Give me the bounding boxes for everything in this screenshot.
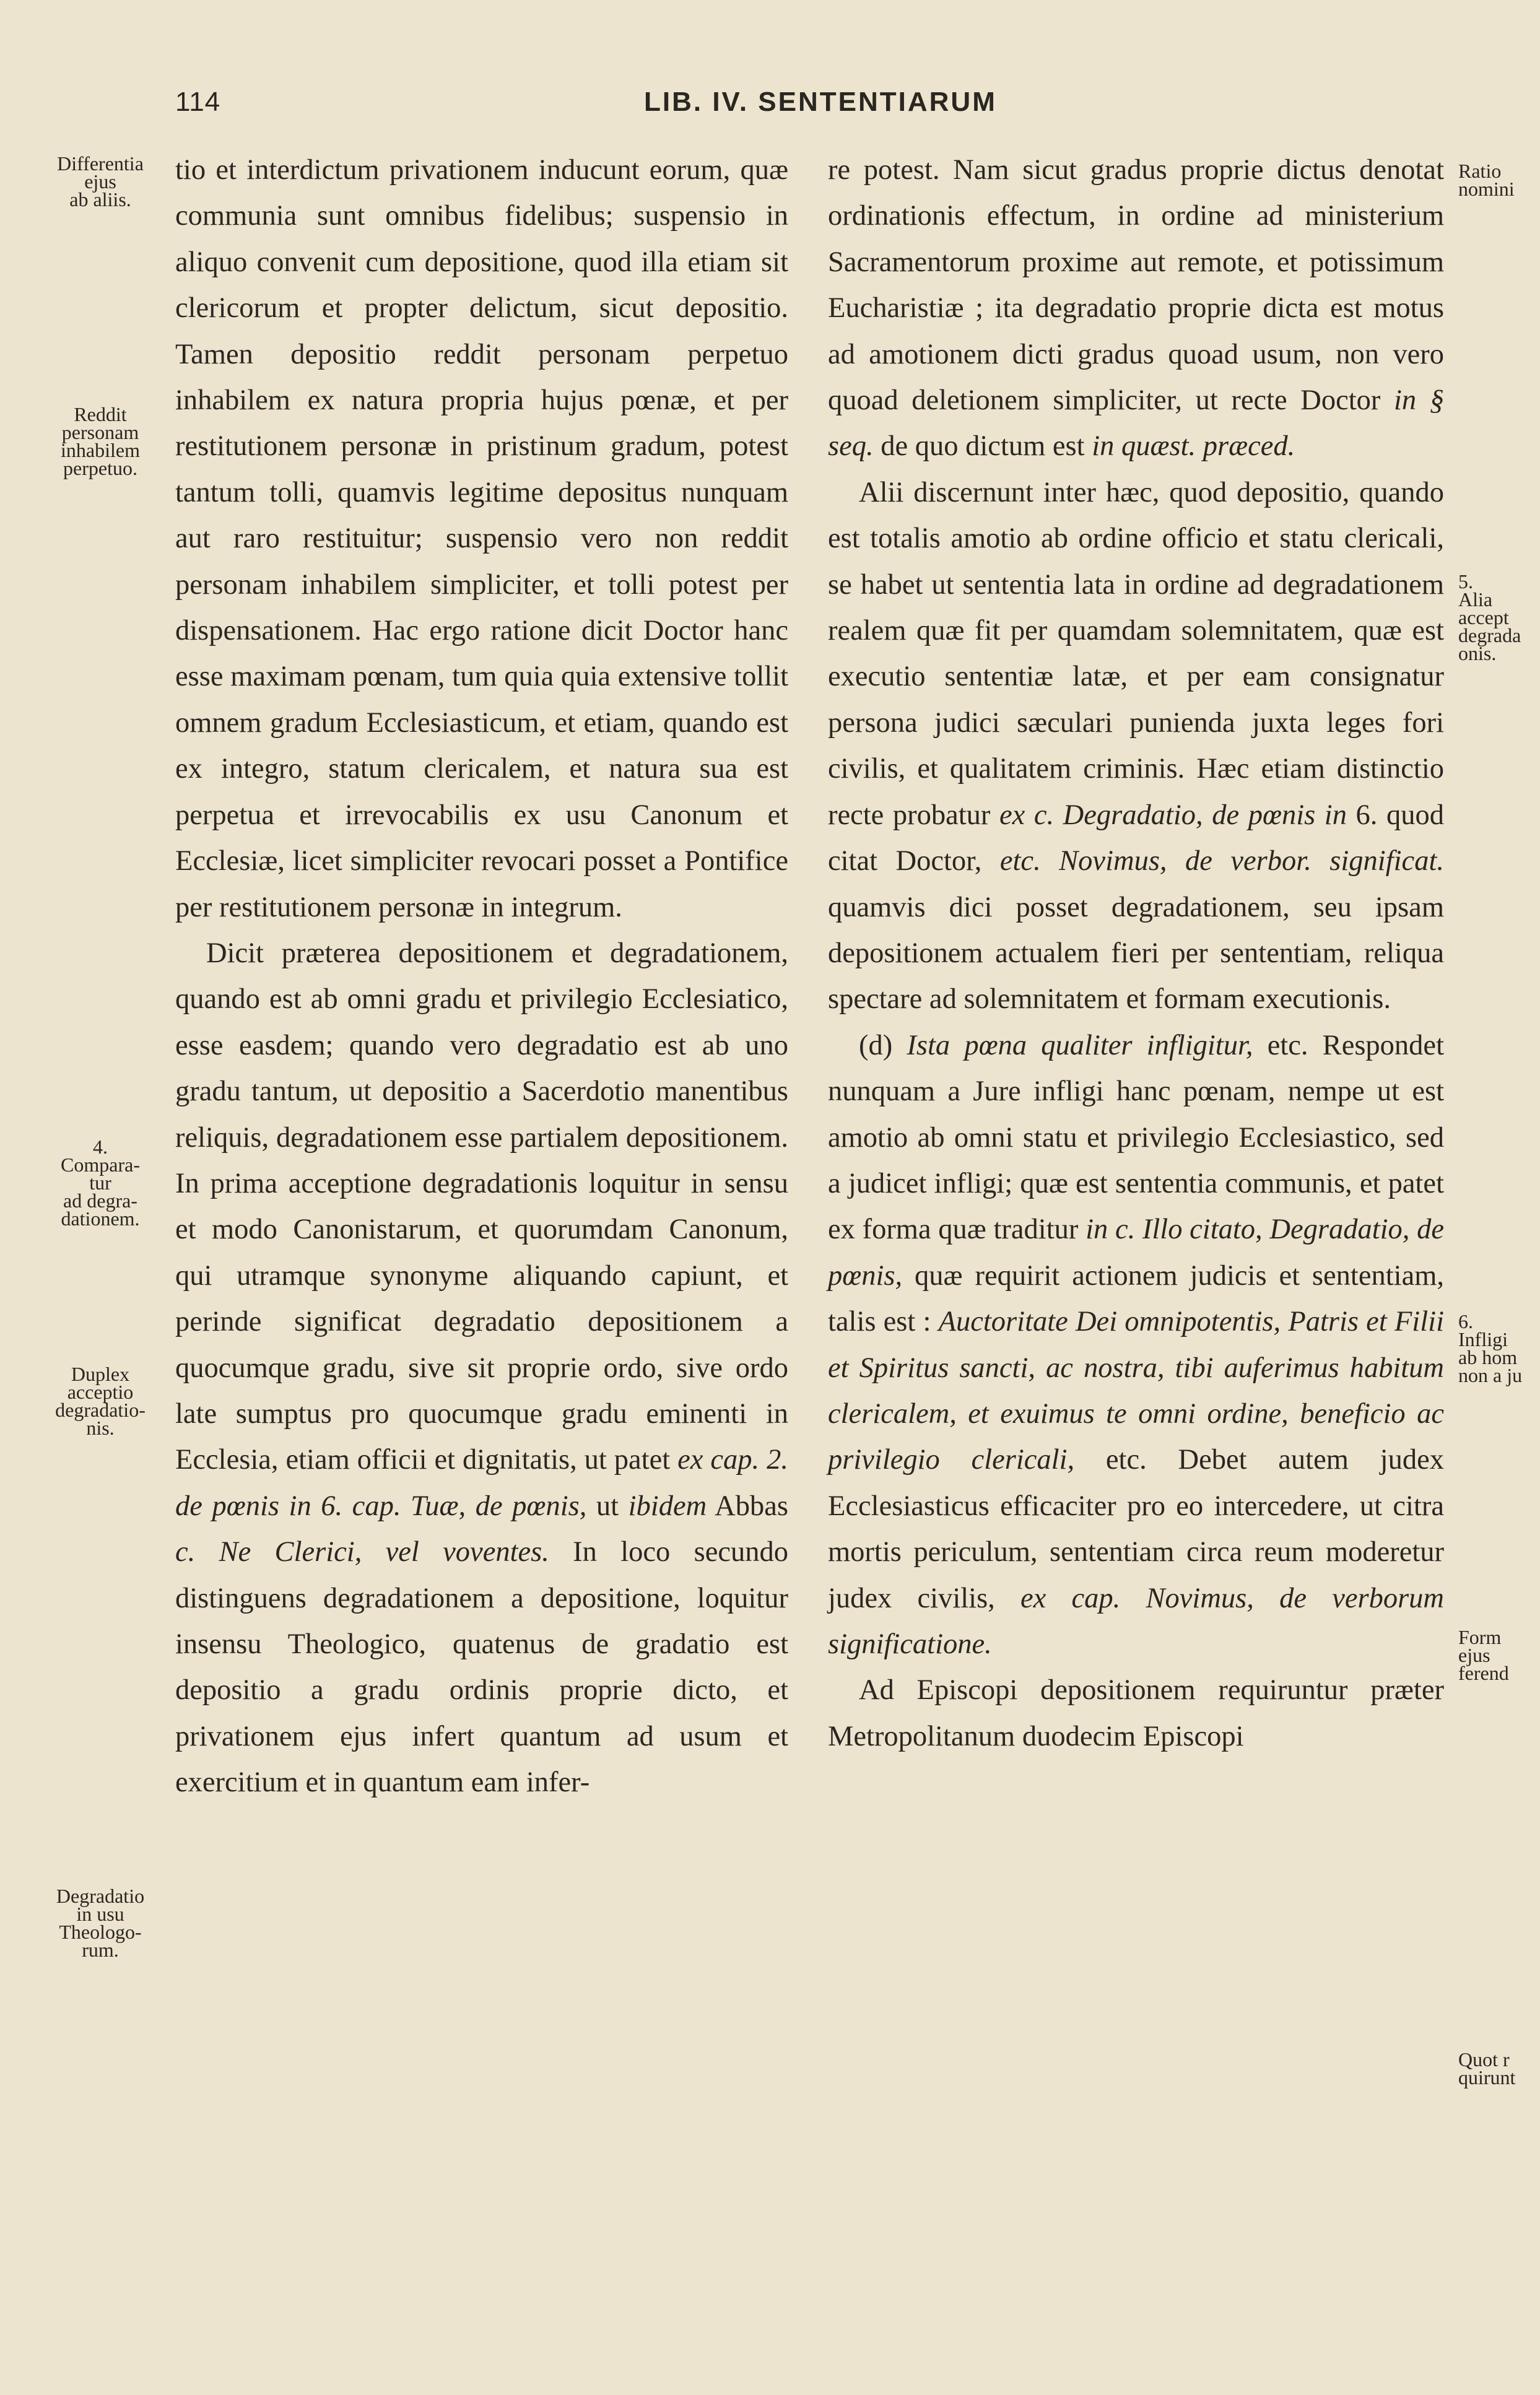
text-run: de quo dictum est	[873, 430, 1092, 463]
text-run: (d)	[859, 1029, 907, 1061]
citation: in § seq.	[828, 385, 1445, 463]
margin-note-degradatio-usu: Degradatio in usu Theologo- rum.	[56, 1885, 145, 1961]
citation: in c. Illo citato, Degradatio, de pœnis,	[828, 1214, 1444, 1292]
right-text-column	[828, 147, 1444, 1760]
text-run: Abbas	[707, 1490, 788, 1522]
text-run: etc. Respondet nunquam a Jure infligi hanc pœnam, nempe ut est amotio ab omni statu et privilegio Ecclesiastico, sed a judicet infligi; quæ est sententia communis, et patet ex forma quæ traditur	[828, 1029, 1444, 1246]
paragraph	[828, 470, 1444, 1023]
running-title: LIB. IV. SENTENTIARUM	[644, 87, 997, 117]
margin-note-reddit: Reddit personam inhabilem perpetuo.	[61, 403, 140, 479]
page-number: 114	[175, 87, 221, 117]
margin-note-forma: Form ejus ferend	[1458, 1626, 1509, 1684]
text-run: Dicit præterea depositionem et degradationem, quando est ab omni gradu et privilegio Ecclesiatico, esse easdem; quando vero degradatio est ab uno gradu tantum, ut depositio a Sacerdotio manentibus reliquis, degradationem esse partialem depositionem. In prima acceptione degradationis loquitur in sensu et modo Canonistarum, et quorumdam Canonum, qui utramque synonyme aliquando capiunt, et perinde significat degradatio depositionem a quocumque gradu, sive sit proprie ordo, sive ordo late sumptus pro quocumque gradu eminenti in Ecclesia, etiam officii et dignitatis, ut patet	[175, 937, 788, 1476]
left-text-column	[175, 147, 788, 1806]
citation: c. Ne Clerici, vel voventes.	[175, 1536, 549, 1568]
citation: Ista pœna qualiter infligitur,	[907, 1029, 1253, 1061]
citation: in quæst. præced.	[1092, 430, 1295, 463]
paragraph: tio et interdictum privationem inducunt eorum, quæ communia sunt omnibus fidelibus; suspensio in aliquo convenit cum depositione, quod illa etiam sit clericorum et propter delictum, sicut depositio. Tamen depositio reddit personam perpetuo inhabilem ex natura propria hujus pœnæ, et per restitutionem personæ in pristinum gradum, potest tantum tolli, quamvis legitime depositus nunquam aut raro restituitur; suspensio vero non reddit personam inhabilem simpliciter, et tolli potest per dispensationem. Hac ergo ratione dicit Doctor hanc esse maximam pœnam, tum quia quia extensive tollit omnem gradum Ecclesiasticum, et etiam, quando est ex integro, statum clericalem, et natura sua est perpetua et irrevocabilis ex usu Canonum et Ecclesiæ, licet simpliciter revocari posset a Pontifice per restitutionem personæ in integrum.	[175, 154, 788, 923]
paragraph	[828, 1023, 1444, 1668]
text-run: quæ requirit actionem judicis et sententiam, talis est :	[828, 1259, 1444, 1338]
text-run: In loco secundo distinguens degradationem a depositione, loquitur insensu Theologico, quatenus de gradatio est depositio a gradu ordinis proprie dicto, et privationem ejus infert quantum ad usum et exercitium et in quantum eam infer-	[175, 1536, 788, 1799]
citation: ex cap. 2. de pœnis in 6. cap. Tuæ, de pœnis,	[175, 1444, 788, 1522]
citation: ex cap. Novimus, de verborum significatione.	[828, 1582, 1444, 1660]
margin-note-alia-acceptio: 5. Alia accept degrada onis.	[1458, 570, 1521, 664]
margin-note-quot-requiruntur: Quot r quirunt	[1458, 2048, 1516, 2089]
paragraph	[828, 147, 1444, 470]
margin-note-infligitur: 6. Infligi ab hom non a ju	[1458, 1310, 1523, 1386]
margin-note-duplex-acceptio: Duplex acceptio degradatio- nis.	[55, 1363, 146, 1439]
paragraph	[175, 931, 788, 1806]
page-header	[0, 87, 1540, 130]
citation: etc. Novimus, de verbor. significat.	[999, 845, 1444, 877]
text-run: quamvis dici posset degradationem, seu ipsam depositionem actualem fieri per sententiam, reliqua spectare ad solemnitatem et formam executionis.	[828, 891, 1444, 1015]
margin-note-differentia: Differentia ejus ab aliis.	[57, 152, 144, 211]
citation: ex c. Degradatio, de pœnis in	[999, 799, 1347, 831]
formula-text: Auctoritate Dei omnipotentis, Patris et Filii et Spiritus sancti, ac nostra, tibi auferimus habitum clericalem, et exuimus te omni ordine, beneficio ac privilegio clericali,	[828, 1306, 1444, 1476]
margin-note-ratio: Ratio nomini	[1458, 160, 1515, 200]
text-run: re potest. Nam sicut gradus proprie dictus denotat ordinationis effectum, in ordine ad ministerium Sacramentorum proxime aut remote, et potissimum Eucharistiæ ; ita degradatio proprie dicta est motus ad amotionem dicti gradus quoad usum, non vero quoad deletionem simpliciter, ut recte Doctor	[828, 154, 1444, 417]
margin-note-comparatur: 4. Compara- tur ad degra- dationem.	[61, 1136, 140, 1230]
text-run: ut	[586, 1490, 629, 1522]
paragraph: Ad Episcopi depositionem requiruntur præter Metropolitanum duodecim Episcopi	[828, 1674, 1444, 1752]
text-run: 6. quod citat Doctor,	[828, 799, 1444, 877]
citation: ibidem	[628, 1490, 707, 1522]
text-run: etc. Debet autem judex Ecclesiasticus efficaciter pro eo intercedere, ut citra mortis periculum, sententiam circa reum moderetur judex civilis,	[828, 1444, 1444, 1614]
text-run: Alii discernunt inter hæc, quod depositio, quando est totalis amotio ab ordine officio et statu clericali, se habet ut sententia lata in ordine ad degradationem realem quæ fit per quamdam solemnitatem, quæ est executio sententiæ latæ, et per eam consignatur persona judici sæculari puniendа juxta leges fori civilis, et qualitatem criminis. Hæc etiam distinctio recte probatur	[828, 476, 1444, 831]
